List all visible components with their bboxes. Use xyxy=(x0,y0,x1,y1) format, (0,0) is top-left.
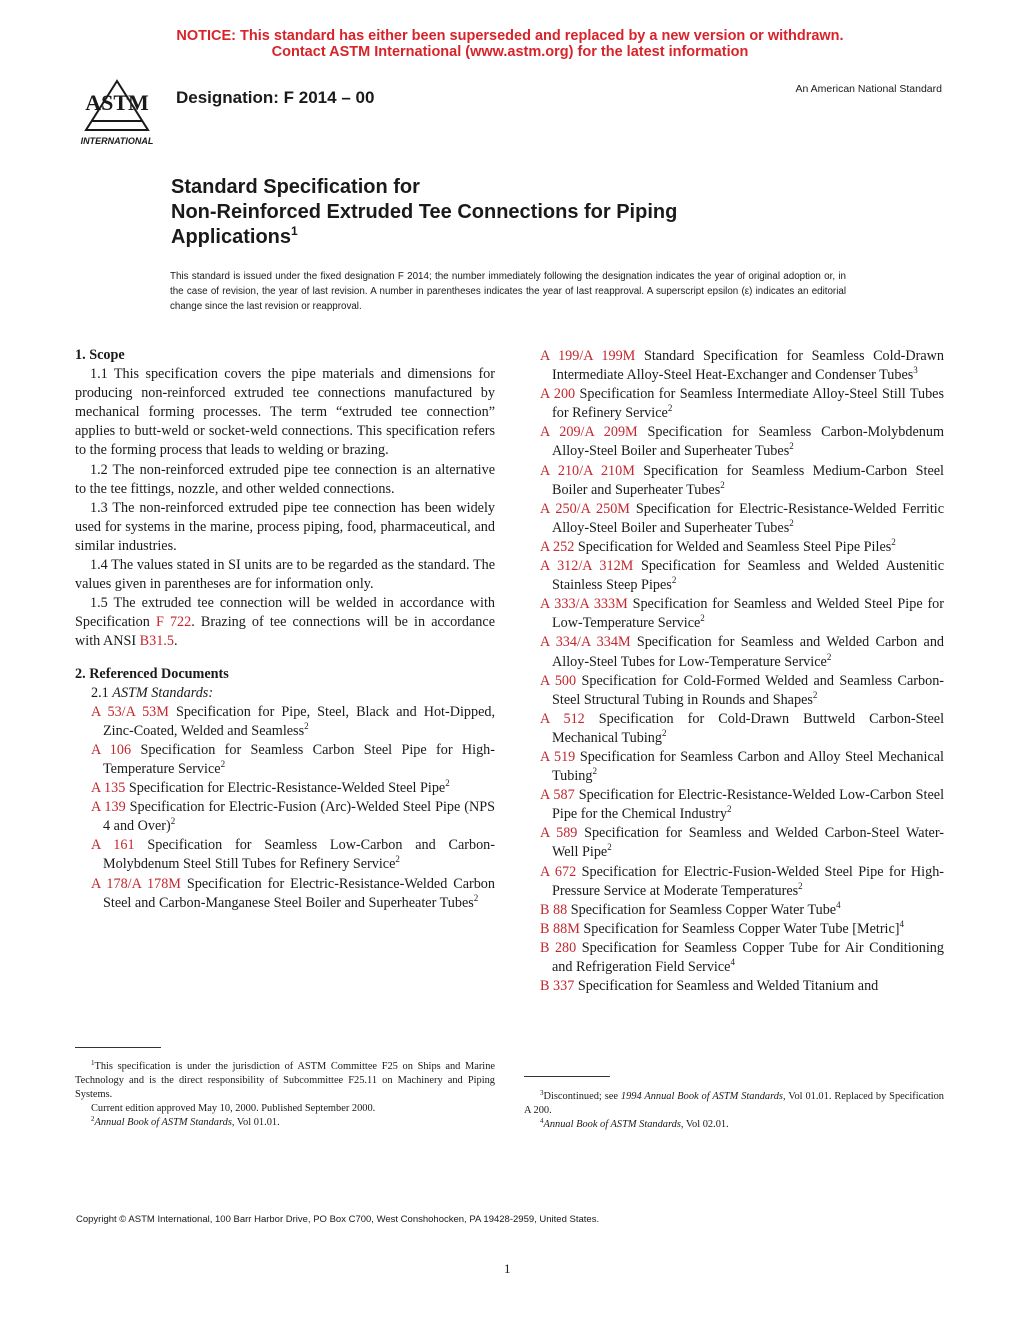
reference-footnote-ref: 2 xyxy=(170,816,176,827)
reference-list-left xyxy=(75,703,495,913)
issuance-note: This standard is issued under the fixed designation F 2014; the number immediately following the designation indicates the year of original adoption or, in the case of revision, the year of last revision. A number in parentheses indicates the year of last reapproval. A superscript epsilon (ε) indicates an editorial change since the last revision or reapproval. xyxy=(170,271,846,312)
copyright-notice: Copyright © ASTM International, 100 Barr Harbor Drive, PO Box C700, West Conshohocken, PA 19428-2959, United States. xyxy=(76,1214,600,1225)
reference-item xyxy=(524,901,944,920)
reference-code-link[interactable]: B 88M xyxy=(540,920,580,937)
reference-title: Specification for Electric-Fusion (Arc)-Welded Steel Pipe (NPS 4 and Over) xyxy=(103,799,495,835)
link-f722[interactable]: F 722 xyxy=(155,614,192,631)
reference-item xyxy=(75,875,495,913)
reference-title: Specification for Seamless and Welded Austenitic Stainless Steep Pipes xyxy=(552,558,945,594)
reference-footnote-ref: 2 xyxy=(592,766,597,777)
reference-title: Specification for Seamless and Welded Carbon-Steel Water-Well Pipe xyxy=(552,825,944,861)
footnotes-right: $^3$Discontinued; see 1994 Annual Book of ASTM Standards, Vol 01.01. Replaced by Specification A 200. $^4$Annual Book of ASTM Standards, Vol 02.01. xyxy=(524,1089,944,1130)
reference-footnote-ref: 2 xyxy=(607,842,612,853)
reference-item xyxy=(524,710,944,748)
reference-item xyxy=(524,538,944,557)
reference-code-link[interactable]: A 53/A 53M xyxy=(91,703,169,720)
reference-code-link[interactable]: A 139 xyxy=(91,799,126,816)
title-line-3: Applications xyxy=(171,226,292,248)
reference-footnote-ref: 2 xyxy=(220,758,226,769)
reference-code-link[interactable]: A 587 xyxy=(540,787,575,804)
reference-list-right xyxy=(524,347,944,996)
reference-item xyxy=(524,423,944,461)
reference-footnote-ref: 2 xyxy=(671,575,677,586)
reference-footnote-ref: 2 xyxy=(789,441,794,452)
reference-code-link[interactable]: A 106 xyxy=(91,741,132,758)
logo-letters: ASTM xyxy=(85,90,149,115)
reference-code-link[interactable]: A 135 xyxy=(91,780,126,797)
reference-code-link[interactable]: A 178/A 178M xyxy=(91,875,181,892)
reference-item xyxy=(75,779,495,798)
reference-code-link[interactable]: A 334/A 334M xyxy=(540,634,631,651)
reference-footnote-ref: 3 xyxy=(913,365,918,376)
left-column xyxy=(75,346,495,913)
reference-code-link[interactable]: A 252 xyxy=(540,538,575,555)
designation: Designation: F 2014 – 00 xyxy=(176,88,375,107)
scope-heading: 1. Scope xyxy=(75,347,125,363)
notice-line-1: NOTICE: This standard has either been superseded and replaced by a new version or withdrawn. xyxy=(176,28,844,44)
reference-title: Standard Specification for Seamless Cold-Drawn Intermediate Alloy-Steel Heat-Exchanger and Condenser Tubes xyxy=(552,348,945,384)
reference-title: Specification for Seamless and Welded Carbon and Alloy-Steel Tubes for Low-Temperature Service xyxy=(552,634,945,670)
reference-item xyxy=(524,500,944,538)
reference-title: Specification for Electric-Resistance-Welded Carbon Steel and Carbon-Manganese Steel Boiler and Superheater Tubes xyxy=(103,875,495,911)
reference-footnote-ref: 2 xyxy=(891,536,896,547)
logo-subtitle: INTERNATIONAL xyxy=(80,136,154,146)
title-line-1: Standard Specification for xyxy=(171,176,420,198)
reference-code-link[interactable]: A 199/A 199M xyxy=(540,348,636,364)
astm-logo xyxy=(74,75,160,149)
reference-footnote-ref: 4 xyxy=(899,918,905,929)
reference-title: Specification for Seamless Medium-Carbon Steel Boiler and Superheater Tubes xyxy=(552,462,945,498)
reference-code-link[interactable]: A 512 xyxy=(540,710,585,727)
reference-title: Specification for Seamless Copper Water Tube xyxy=(570,901,837,918)
reference-title: Specification for Seamless Intermediate Alloy-Steel Still Tubes for Refinery Service xyxy=(552,386,944,422)
reference-title: Specification for Electric-Fusion-Welded Steel Pipe for High-Pressure Service at Moderate Temperatures xyxy=(552,863,945,899)
reference-item xyxy=(75,798,495,836)
reference-title: Specification for Pipe, Steel, Black and Hot-Dipped, Zinc-Coated, Welded and Seamless xyxy=(103,703,496,739)
reference-item xyxy=(524,863,944,901)
reference-item xyxy=(524,920,944,939)
reference-footnote-ref: 2 xyxy=(473,892,479,903)
reference-item xyxy=(75,836,495,874)
reference-footnote-ref: 2 xyxy=(826,651,832,662)
reference-code-link[interactable]: A 161 xyxy=(91,837,135,854)
footnote-rule-right xyxy=(524,1076,610,1077)
reference-footnote-ref: 2 xyxy=(812,689,818,700)
reference-footnote-ref: 4 xyxy=(836,899,841,910)
scope-para-2: 1.2 The non-reinforced extruded pipe tee connection is an alternative to the tee fittings, nozzle, and other welded connections. xyxy=(75,461,495,497)
notice-line-2: Contact ASTM International (www.astm.org) for the latest information xyxy=(271,44,749,60)
reference-title: Specification for Electric-Resistance-Welded Low-Carbon Steel Pipe for the Chemical Industry xyxy=(552,787,945,823)
reference-title: Specification for Seamless Carbon Steel Pipe for High-Temperature Service xyxy=(103,741,496,777)
footnotes-left: $^1$This specification is under the jurisdiction of ASTM Committee F25 on Ships and Marine Technology and is the direct responsibility of Subcommittee F25.11 on Machinery and Piping Systems. Current edition approved May 10, 2000. Published September 2000. $^2$Annual Book of ASTM Standards, Vol 01.01. xyxy=(75,1059,495,1128)
title-footnote-ref: 1 xyxy=(291,224,298,238)
reference-item xyxy=(524,385,944,423)
reference-footnote-ref: 4 xyxy=(730,957,735,967)
reference-code-link[interactable]: A 209/A 209M xyxy=(540,424,638,441)
reference-footnote-ref: 2 xyxy=(720,479,725,490)
reference-title: Specification for Seamless and Welded Titanium and xyxy=(577,978,879,995)
reference-footnote-ref: 2 xyxy=(667,403,673,414)
reference-item xyxy=(524,557,944,595)
title-line-2: Non-Reinforced Extruded Tee Connections for Piping xyxy=(171,201,678,223)
document-title xyxy=(171,175,871,250)
reference-code-link[interactable]: A 589 xyxy=(540,825,578,842)
reference-code-link[interactable]: B 280 xyxy=(540,939,577,956)
reference-title: Specification for Seamless Low-Carbon and Carbon-Molybdenum Steel Still Tubes for Refinery Service xyxy=(103,837,495,873)
scope-para-3: 1.3 The non-reinforced extruded pipe tee connection has been widely used for systems in the marine, process piping, food, pharmaceutical, and similar industries. xyxy=(75,499,495,554)
referenced-documents-heading: 2. Referenced Documents xyxy=(75,665,229,682)
footnote-rule-left xyxy=(75,1047,161,1048)
reference-code-link[interactable]: A 672 xyxy=(540,863,577,880)
reference-item xyxy=(524,347,944,385)
reference-item xyxy=(75,703,495,741)
reference-title: Specification for Electric-Resistance-Welded Steel Pipe xyxy=(128,780,446,797)
reference-title: Specification for Seamless Carbon and Alloy Steel Mechanical Tubing xyxy=(552,748,945,785)
american-national-standard: An American National Standard xyxy=(795,83,942,95)
reference-title: Specification for Seamless Copper Tube for Air Conditioning and Refrigeration Field Service xyxy=(552,939,944,975)
reference-title: Specification for Seamless Carbon-Molybdenum Alloy-Steel Boiler and Superheater Tubes xyxy=(552,424,945,460)
scope-para-4: 1.4 The values stated in SI units are to be regarded as the standard. The values given in parentheses are for information only. xyxy=(75,557,495,593)
scope-para-1: 1.1 This specification covers the pipe materials and dimensions for producing non-reinforced extruded tee connections manufactured by mechanical forming processes. The term “extruded tee connection” applies to butt-weld or socket-weld connections. This specification refers to the forming process that leads to welding or brazing. xyxy=(75,366,495,459)
reference-title: Specification for Cold-Drawn Buttweld Carbon-Steel Mechanical Tubing xyxy=(552,710,945,746)
reference-footnote-ref: 2 xyxy=(700,613,705,624)
reference-footnote-ref: 2 xyxy=(798,880,803,891)
reference-footnote-ref: 2 xyxy=(789,517,794,528)
right-column xyxy=(524,347,944,996)
reference-item xyxy=(75,741,495,779)
scope-para-5: 1.5 The extruded tee connection will be welded in accordance with Specification F 722. Brazing of tee connections will be in accordance with ANSI B31.5. xyxy=(75,595,495,650)
reference-code-link[interactable]: A 500 xyxy=(540,672,577,689)
page-number: 1 xyxy=(504,1261,511,1276)
reference-code-link[interactable]: A 519 xyxy=(540,748,576,765)
reference-footnote-ref: 2 xyxy=(726,804,732,815)
reference-footnote-ref: 2 xyxy=(395,854,400,865)
reference-code-link[interactable]: A 312/A 312M xyxy=(540,558,634,575)
reference-code-link[interactable]: B 337 xyxy=(540,978,575,995)
reference-title: Specification for Cold-Formed Welded and Seamless Carbon-Steel Structural Tubing in Rounds and Shapes xyxy=(552,672,945,708)
reference-item xyxy=(524,633,944,671)
reference-title: Specification for Seamless and Welded Steel Pipe for Low-Temperature Service xyxy=(552,596,944,632)
reference-item xyxy=(524,748,944,786)
reference-footnote-ref: 2 xyxy=(445,778,450,789)
reference-code-link[interactable]: A 200 xyxy=(540,386,576,403)
reference-title: Specification for Welded and Seamless Steel Pipe Piles xyxy=(577,538,892,555)
reference-footnote-ref: 2 xyxy=(304,720,309,731)
reference-title: Specification for Electric-Resistance-Welded Ferritic Alloy-Steel Boiler and Superheater Tubes xyxy=(552,500,945,536)
reference-item xyxy=(524,977,944,996)
reference-title: Specification for Seamless Copper Water Tube [Metric] xyxy=(583,920,900,937)
reference-item xyxy=(524,672,944,710)
reference-code-link[interactable]: A 333/A 333M xyxy=(540,596,628,613)
astm-standards-label: 2.1 ASTM Standards: xyxy=(91,684,214,701)
reference-code-link[interactable]: A 250/A 250M xyxy=(540,500,630,517)
reference-item xyxy=(524,786,944,824)
reference-item xyxy=(524,824,944,862)
reference-code-link[interactable]: B 88 xyxy=(540,901,568,918)
link-b31-5[interactable]: B31.5 xyxy=(139,633,174,650)
reference-code-link[interactable]: A 210/A 210M xyxy=(540,462,635,479)
reference-item xyxy=(524,939,944,977)
reference-item xyxy=(524,595,944,633)
reference-item xyxy=(524,462,944,500)
reference-footnote-ref: 2 xyxy=(661,727,667,738)
